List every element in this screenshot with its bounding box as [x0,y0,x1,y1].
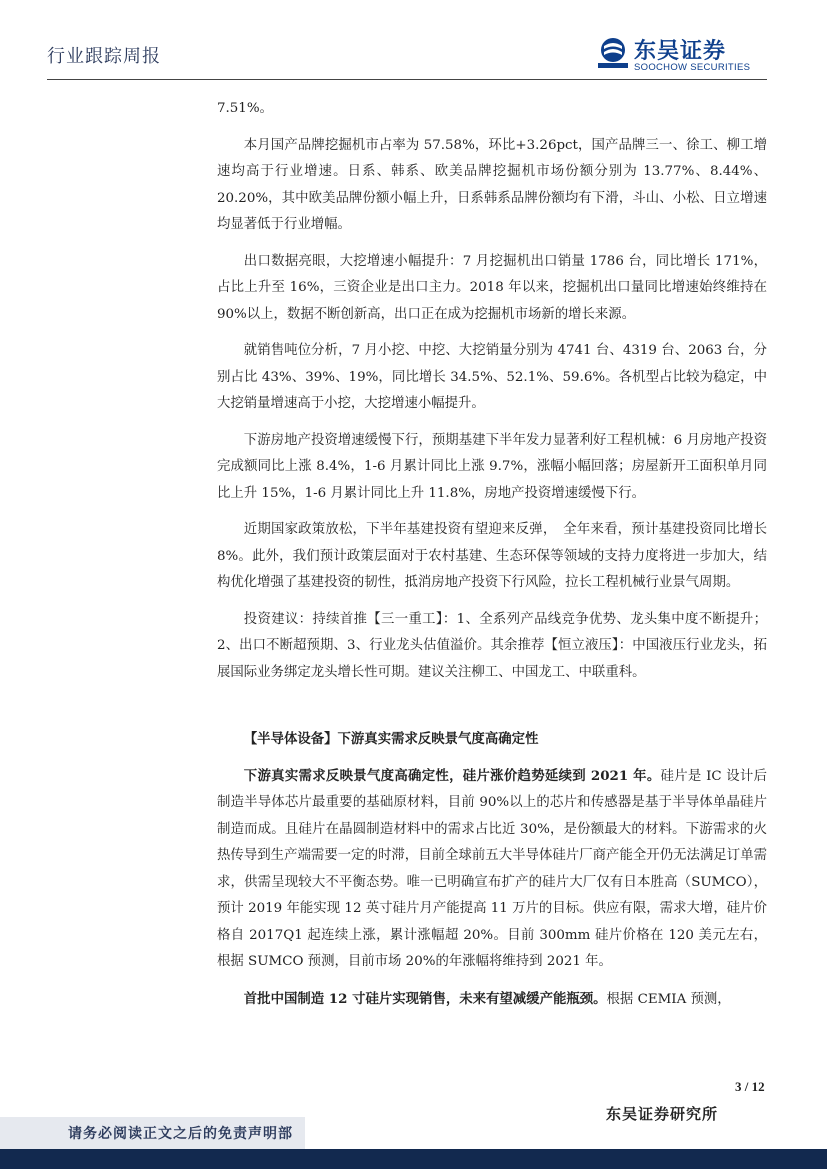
paragraph-lead: 首批中国制造 12 寸硅片实现销售，未来有望减缓产能瓶颈。 [243,990,607,1007]
report-body [217,96,767,1013]
footer-disclaimer: 请务必阅读正文之后的免责声明部 [68,1126,293,1142]
paragraph: 投资建议：持续首推【三一重工】：1、全系列产品线竞争优势、龙头集中度不断提升；2、出口不断超预期、3、行业龙头估值溢价。其余推荐【恒立液压】：中国液压行业龙头，拓展国际业务绑定龙头增长性可期。建议关注柳工、中国龙工、中联重科。 [217,611,767,680]
paragraph-text: 根据 CEMIA 预测， [606,991,731,1007]
scs-logo-icon [596,37,630,69]
paragraph: 本月国产品牌挖掘机市占率为 57.58%，环比+3.26pct，国产品牌三一、徐工、柳工增速均高于行业增速。日系、韩系、欧美品牌挖掘机市场份额分别为 13.77%、8.44%、20.20%，其中欧美品牌份额小幅上升，日系韩系品牌份额均有下滑，斗山、小松、日立增速均显著低于行业增幅。 [217,137,767,232]
paragraph-text: 硅片是 IC 设计后制造半导体芯片最重要的基础原材料，目前 90%以上的芯片和传感器是基于半导体单晶硅片制造而成。且硅片在晶圆制造材料中的需求占比近 30%，是份额最大的材料。下游需求的火热传导到生产端需要一定的时滞，目前全球前五大半导体硅片厂商产能全开仍无法满足订单需求，供需呈现较大不平衡态势。唯一已明确宣布扩产的硅片大厂仅有日本胜高（SUMCO），预计 2019 年能实现 12 英寸硅片月产能提高 11 万片的目标。供应有限，需求大增，硅片价格自 2017Q1 起连续上涨，累计涨幅超 20%。目前 300mm 硅片价格在 120 美元左右，根据 SUMCO 预测，目前市场 20%的年涨幅将维持到 2021 年。 [217,768,767,969]
page-number: 3 / 12 [735,1079,765,1094]
footer-firm-name: 东吴证券研究所 [606,1105,719,1123]
report-type-title: 行业跟踪周报 [47,46,161,67]
header-divider [47,79,767,80]
paragraph-lead: 下游真实需求反映景气度高确定性，硅片涨价趋势延续到 2021 年。 [243,767,661,784]
logo-chinese-name: 东吴证券 [634,39,727,64]
paragraph [217,986,767,1014]
logo-english-name: SOOCHOW SECURITIES [634,62,751,73]
paragraph: 7.51%。 [217,101,273,116]
paragraph: 近期国家政策放松，下半年基建投资有望迎来反弹， 全年来看，预计基建投资同比增长 8%。此外，我们预计政策层面对于农村基建、生态环保等领域的支持力度将进一步加大，结构优化增强了基建投资的韧性，抵消房地产投资下行风险，拉长工程机械行业景气周期。 [217,522,767,590]
paragraph [217,763,767,976]
company-logo [596,34,771,74]
paragraph: 就销售吨位分析，7 月小挖、中挖、大挖销量分别为 4741 台、4319 台、2063 台，分别占比 43%、39%、19%，同比增长 34.5%、52.1%、59.6%。各机型占比较为稳定，中大挖销量增速高于小挖，大挖增速小幅提升。 [217,343,767,411]
footer-strip [0,1149,827,1169]
section-heading: 【半导体设备】下游真实需求反映景气度高确定性 [243,731,539,747]
paragraph: 出口数据亮眼，大挖增速小幅提升：7 月挖掘机出口销量 1786 台，同比增长 171%，占比上升至 16%，三资企业是出口主力。2018 年以来，挖掘机出口量同比增速始终维持在 90%以上，数据不断创新高，出口正在成为挖掘机市场新的增长来源。 [217,253,767,322]
paragraph: 下游房地产投资增速缓慢下行，预期基建下半年发力显著利好工程机械：6 月房地产投资完成额同比上涨 8.4%，1-6 月累计同比上涨 9.7%，涨幅小幅回落；房屋新开工面积单月同比上升 15%，1-6 月累计同比上升 11.8%，房地产投资增速缓慢下行。 [217,432,767,501]
